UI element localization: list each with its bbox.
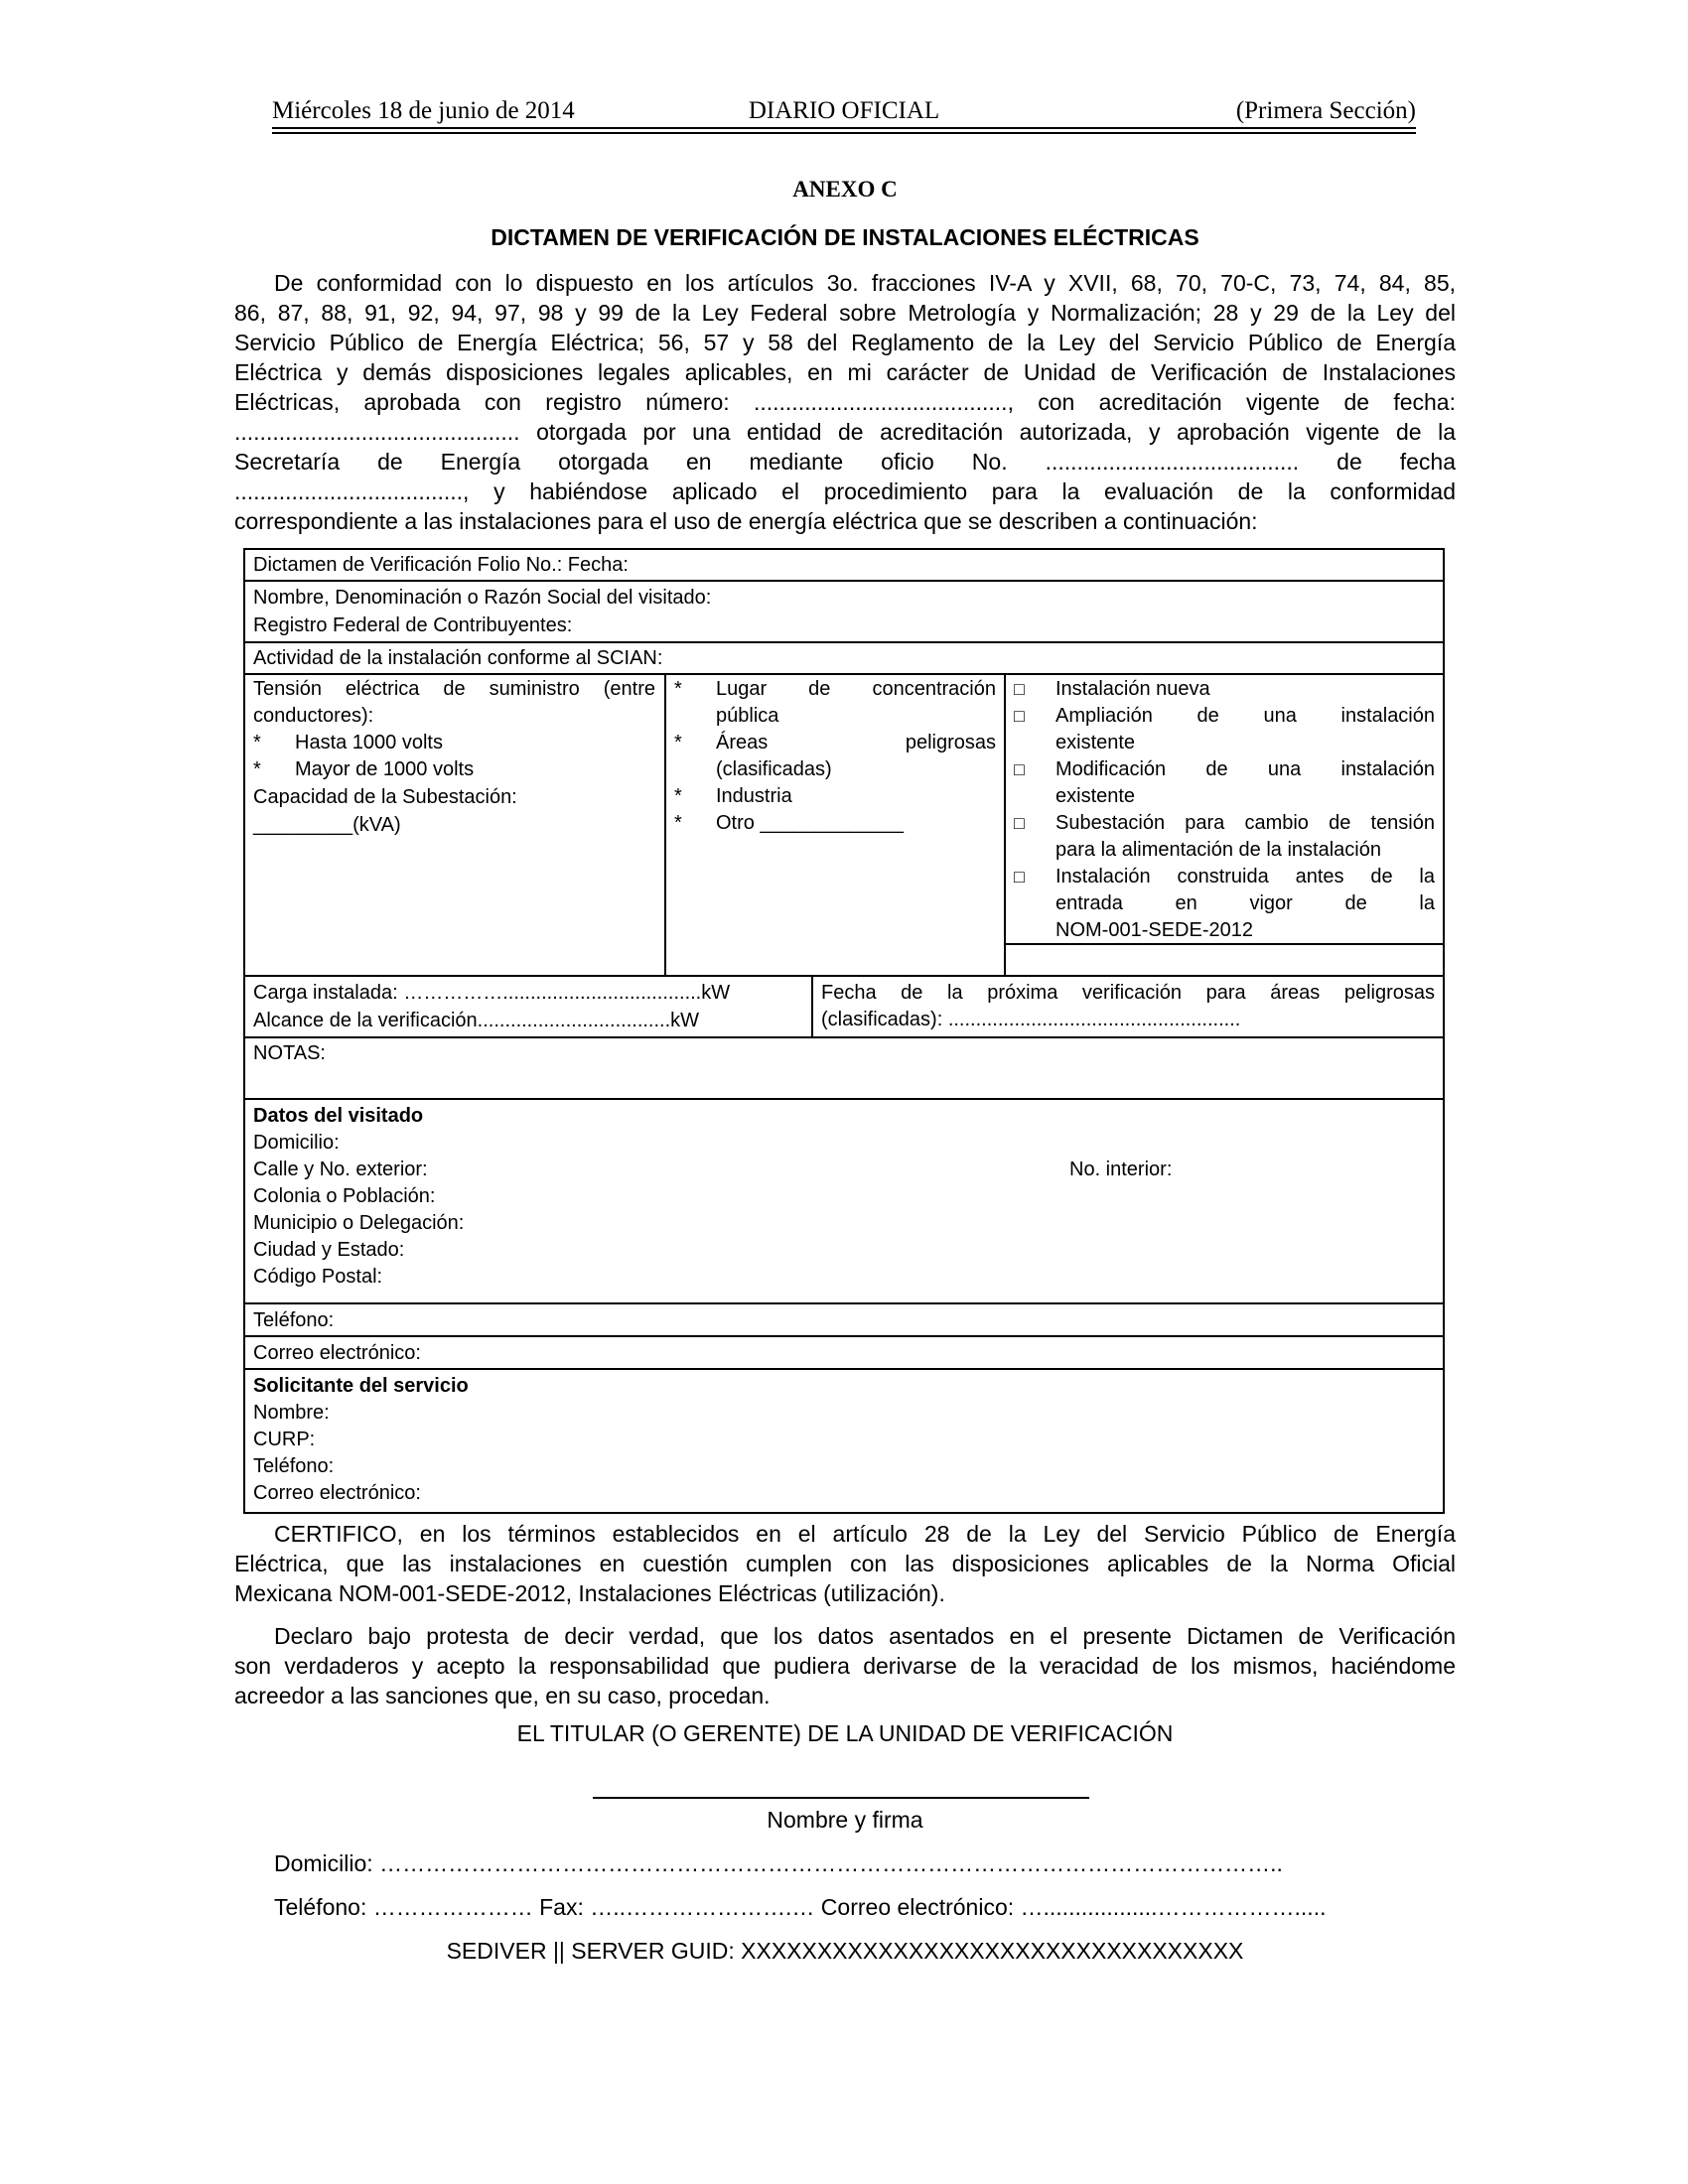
intro-paragraph <box>234 268 1456 536</box>
lugar-item-label: Industria <box>716 785 792 807</box>
tipo-item-label-cont: existente <box>1055 732 1136 753</box>
tipo-item <box>1014 756 1435 810</box>
declaro-line: son verdaderos y acepto la responsabilidad que pudiera derivarse de la veracidad de los mismos, haciéndome <box>234 1653 1456 1679</box>
actividad-field: Actividad de la instalación conforme al SCIAN: <box>253 647 663 669</box>
form-row-divider <box>245 1098 1443 1100</box>
fecha-proxima-cell <box>821 980 1435 1033</box>
tension-option-label: Hasta 1000 volts <box>295 732 443 753</box>
tension-option <box>253 756 655 783</box>
signature-line <box>593 1797 1089 1799</box>
server-guid-footer: SEDIVER || SERVER GUID: XXXXXXXXXXXXXXXXXXXXXXXXXXXXXXXXX <box>446 1938 1244 1964</box>
tipo-item <box>1014 676 1435 703</box>
tipo-item-label: Instalación nueva <box>1055 678 1210 700</box>
header-date: Miércoles 18 de junio de 2014 <box>272 97 575 124</box>
domicilio-field: Domicilio: <box>253 1132 340 1154</box>
header-publication: DIARIO OFICIAL <box>748 97 940 124</box>
rfc-field: Registro Federal de Contribuyentes: <box>253 614 573 636</box>
header-rule <box>272 127 1416 129</box>
titular-label: EL TITULAR (O GERENTE) DE LA UNIDAD DE VERIFICACIÓN <box>516 1720 1174 1746</box>
tipo-item-label-cont: existente <box>1055 785 1136 807</box>
form-row-divider <box>245 1302 1443 1304</box>
certifico-line: Mexicana NOM-001-SEDE-2012, Instalaciones Eléctricas (utilización). <box>234 1580 945 1606</box>
intro-line: correspondiente a las instalaciones para el uso de energía eléctrica que se describen a continuación: <box>234 508 1258 534</box>
tipo-item <box>1014 703 1435 756</box>
tipo-item <box>1014 810 1435 864</box>
nombre-firma-label: Nombre y firma <box>767 1807 923 1833</box>
datos-visitado-cell <box>253 1103 1435 1291</box>
tension-cell <box>253 676 655 839</box>
codigo-postal-field: Código Postal: <box>253 1266 383 1288</box>
certifico-paragraph <box>234 1519 1456 1608</box>
declaro-line: Declaro bajo protesta de decir verdad, que los datos asentados en el presente Dictamen de Verificación <box>274 1623 1456 1649</box>
bullet-asterisk: * <box>253 732 261 753</box>
razon-social-field: Nombre, Denominación o Razón Social del visitado: <box>253 587 712 609</box>
lugar-item <box>674 676 996 730</box>
form-row-divider <box>245 1368 1443 1370</box>
form-row-divider <box>245 641 1443 643</box>
domicilio-line: Domicilio: ……………………………………………………………………………………………………….. <box>274 1850 1283 1876</box>
tipo-item-label-cont: NOM-001-SEDE-2012 <box>1055 919 1253 941</box>
alcance-field: Alcance de la verificación...................................kW <box>253 1010 700 1031</box>
ciudad-field: Ciudad y Estado: <box>253 1239 405 1261</box>
declaro-line: acreedor a las sanciones que, en su caso, procedan. <box>234 1683 771 1708</box>
tipo-item-label: Subestación para cambio de tensión <box>1055 812 1435 834</box>
intro-line: Eléctricas, aprobada con registro número: ........................................, con acreditación vigente de fecha: <box>234 389 1456 415</box>
checkbox-icon: □ <box>1014 867 1025 887</box>
checkbox-icon: □ <box>1014 813 1025 833</box>
colonia-field: Colonia o Población: <box>253 1185 436 1207</box>
bullet-asterisk: * <box>674 732 682 753</box>
carga-field: Carga instalada: ……………....................................kW <box>253 982 731 1004</box>
form-col-divider <box>1004 673 1006 975</box>
municipio-field: Municipio o Delegación: <box>253 1212 465 1234</box>
lugar-item <box>674 810 996 837</box>
lugar-item-label-cont: pública <box>716 705 779 727</box>
solicitante-nombre-field: Nombre: <box>253 1402 330 1424</box>
certifico-line: Eléctrica, que las instalaciones en cuestión cumplen con las disposiciones aplicables de la Norma Oficial <box>234 1551 1456 1576</box>
tipo-item-label: Modificación de una instalación <box>1055 758 1435 780</box>
intro-line: De conformidad con lo dispuesto en los artículos 3o. fracciones IV-A y XVII, 68, 70, 70-C, 73, 74, 84, 85, <box>274 270 1456 296</box>
telefono-field: Teléfono: <box>253 1309 335 1331</box>
form-row-divider <box>245 975 1443 977</box>
fecha-proxima-field: (clasificadas): ..................................................... <box>821 1009 1241 1030</box>
tension-option <box>253 730 655 756</box>
capacidad-label: Capacidad de la Subestación: <box>253 786 517 808</box>
document-title: DICTAMEN DE VERIFICACIÓN DE INSTALACIONES ELÉCTRICAS <box>491 224 1199 250</box>
lugar-item-label-cont: (clasificadas) <box>716 758 832 780</box>
declaro-paragraph <box>234 1621 1456 1710</box>
solicitante-telefono-field: Teléfono: <box>253 1455 335 1477</box>
tension-label-cont: conductores): <box>253 705 374 727</box>
solicitante-heading: Solicitante del servicio <box>253 1375 469 1397</box>
header-rule-double <box>272 132 1416 134</box>
solicitante-cell <box>253 1373 1435 1507</box>
header-section: (Primera Sección) <box>1235 97 1416 124</box>
lugar-item <box>674 783 996 810</box>
tipo-item-label: Instalación construida antes de la <box>1055 866 1435 887</box>
bullet-asterisk: * <box>674 812 682 834</box>
intro-line: 86, 87, 88, 91, 92, 94, 97, 98 y 99 de la Ley Federal sobre Metrología y Normalización; 28 y 29 de la Ley del <box>234 300 1456 326</box>
tension-label: Tensión eléctrica de suministro (entre <box>253 678 655 700</box>
tipo-item-label: Ampliación de una instalación <box>1055 705 1435 727</box>
lugar-item <box>674 730 996 783</box>
folio-field: Dictamen de Verificación Folio No.: Fecha: <box>253 554 629 576</box>
calle-row <box>253 1157 1435 1183</box>
form-col-divider <box>664 673 666 975</box>
intro-line: ............................................. otorgada por una entidad de acreditación autorizada, y aprobación vigente de la <box>234 419 1456 445</box>
checkbox-icon: □ <box>1014 759 1025 779</box>
intro-line: Eléctrica y demás disposiciones legales aplicables, en mi carácter de Unidad de Verificación de Instalaciones <box>234 359 1456 385</box>
tipo-cell <box>1014 676 1435 944</box>
annex-label: ANEXO C <box>792 177 898 202</box>
checkbox-icon: □ <box>1014 706 1025 726</box>
lugar-cell <box>674 676 996 837</box>
intro-line: Secretaría de Energía otorgada en mediante oficio No. ........................................ de fecha <box>234 449 1456 475</box>
tipo-item <box>1014 864 1435 944</box>
tipo-item-label-cont: para la alimentación de la instalación <box>1055 839 1381 861</box>
solicitante-correo-field: Correo electrónico: <box>253 1482 421 1504</box>
checkbox-icon: □ <box>1014 679 1025 699</box>
intro-line: Servicio Público de Energía Eléctrica; 56, 57 y 58 del Reglamento de la Ley del Servicio Público de Energía <box>234 330 1456 355</box>
lugar-item-label: Lugar de concentración <box>716 678 996 700</box>
correo-field: Correo electrónico: <box>253 1342 421 1364</box>
notas-field: NOTAS: <box>253 1042 326 1064</box>
verification-form <box>243 548 1445 1514</box>
datos-visitado-heading: Datos del visitado <box>253 1105 424 1127</box>
kva-field: _________(kVA) <box>253 814 401 836</box>
lugar-item-label: Otro _____________ <box>716 812 905 834</box>
bullet-asterisk: * <box>674 785 682 807</box>
intro-line: ...................................., y habiéndose aplicado el procedimiento para la evaluación de la conformidad <box>234 478 1456 504</box>
fecha-proxima-label: Fecha de la próxima verificación para áreas peligrosas <box>821 982 1435 1004</box>
form-col-divider <box>811 975 813 1036</box>
lugar-item-label: Áreas peligrosas <box>716 732 996 753</box>
form-row-divider <box>245 1335 1443 1337</box>
bullet-asterisk: * <box>674 678 682 700</box>
page-header <box>272 97 1416 127</box>
form-row-divider <box>245 580 1443 582</box>
bullet-asterisk: * <box>253 758 261 780</box>
form-row-divider <box>245 673 1443 675</box>
contacto-line: Teléfono: ………………… Fax: …..………………….… Correo electrónico: …..................………………..... <box>274 1894 1327 1920</box>
form-row-divider <box>245 1036 1443 1038</box>
no-interior-field: No. interior: <box>1069 1159 1173 1180</box>
tension-option-label: Mayor de 1000 volts <box>295 758 475 780</box>
calle-field: Calle y No. exterior: <box>253 1159 428 1180</box>
certifico-line: CERTIFICO, en los términos establecidos en el artículo 28 de la Ley del Servicio Público de Energía <box>274 1521 1456 1547</box>
tipo-item-label-cont: entrada en vigor de la <box>1055 892 1435 914</box>
solicitante-curp-field: CURP: <box>253 1429 316 1450</box>
